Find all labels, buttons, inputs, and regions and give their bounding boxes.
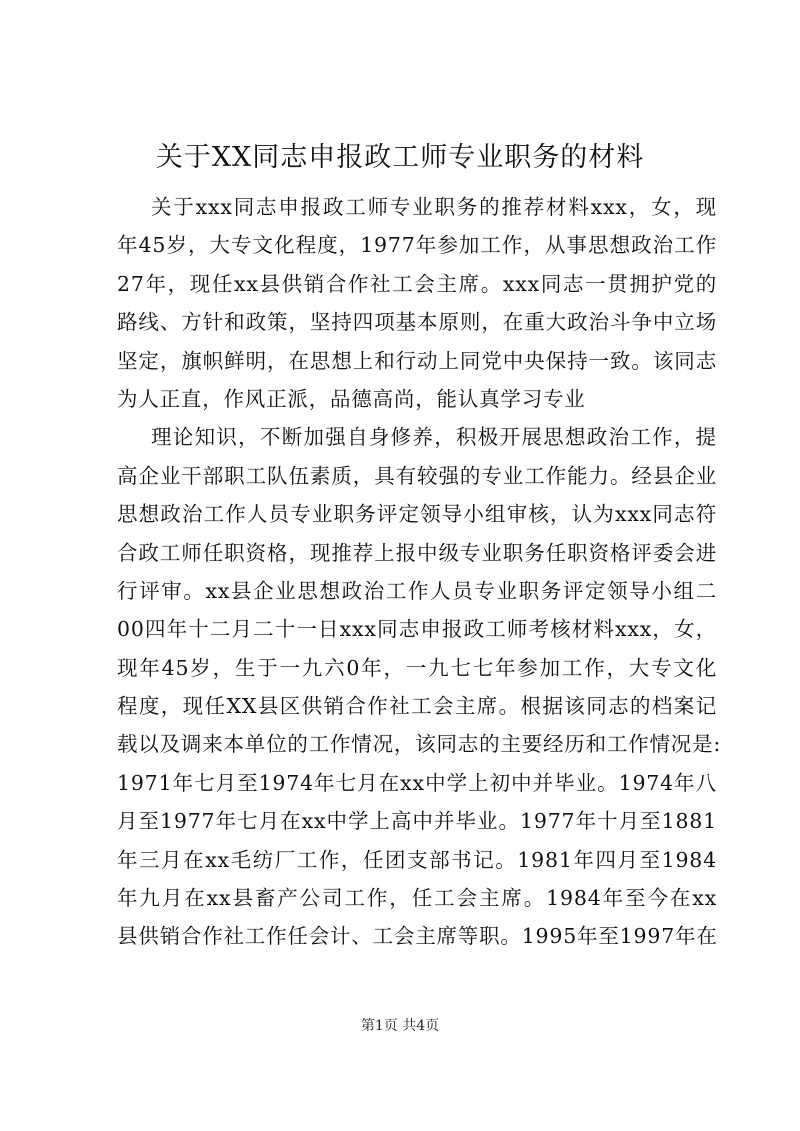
body-line: 月至1977年七月在xx中学上高中并毕业。1977年十月至1881 xyxy=(117,809,717,834)
body-line: 思想政治工作人员专业职务评定领导小组审核，认为xxx同志符 xyxy=(117,502,717,527)
body-line: 程度，现任XX县区供销合作社工会主席。根据该同志的档案记 xyxy=(117,694,717,719)
body-line: 关于xxx同志申报政工师专业职务的推荐材料xxx，女，现 xyxy=(151,195,717,219)
body-line: 00四年十二月二十一日xxx同志申报政工师考核材料xxx，女， xyxy=(117,617,717,642)
body-line: 理论知识，不断加强自身修养，积极开展思想政治工作，提 xyxy=(151,425,717,450)
body-line: 1971年七月至1974年七月在xx中学上初中并毕业。1974年八 xyxy=(117,770,717,795)
body-line: 高企业干部职工队伍素质，具有较强的专业工作能力。经县企业 xyxy=(117,463,717,488)
body-line: 27年，现任xx县供销合作社工会主席。xxx同志一贯拥护党的 xyxy=(117,271,717,296)
body-line: 路线、方针和政策，坚持四项基本原则，在重大政治斗争中立场 xyxy=(117,310,717,335)
body-line: 为人正直，作风正派，品德高尚，能认真学习专业 xyxy=(117,386,586,411)
body-line: 年九月在xx县畜产公司工作，任工会主席。1984年至今在xx xyxy=(117,886,717,911)
body-line: 年45岁，大专文化程度，1977年参加工作，从事思想政治工作 xyxy=(117,233,717,258)
body-line: 现年45岁，生于一九六0年，一九七七年参加工作，大专文化 xyxy=(117,655,717,680)
body-line: 行评审。xx县企业思想政治工作人员专业职务评定领导小组二 xyxy=(117,578,717,603)
document-title: 关于XX同志申报政工师专业职务的材料 xyxy=(155,142,645,173)
body-line: 合政工师任职资格，现推荐上报中级专业职务任职资格评委会进 xyxy=(117,540,717,565)
body-line: 县供销合作社工作任会计、工会主席等职。1995年至1997年在 xyxy=(117,924,718,949)
page-number-footer: 第1页 共4页 xyxy=(360,1018,440,1034)
document-body xyxy=(117,188,722,956)
body-line: 坚定，旗帜鲜明，在思想上和行动上同党中央保持一致。该同志 xyxy=(117,348,717,373)
body-line: 年三月在xx毛纺厂工作，任团支部书记。1981年四月至1984 xyxy=(117,847,717,872)
body-line: 载以及调来本单位的工作情况，该同志的主要经历和工作情况是: xyxy=(117,732,722,757)
